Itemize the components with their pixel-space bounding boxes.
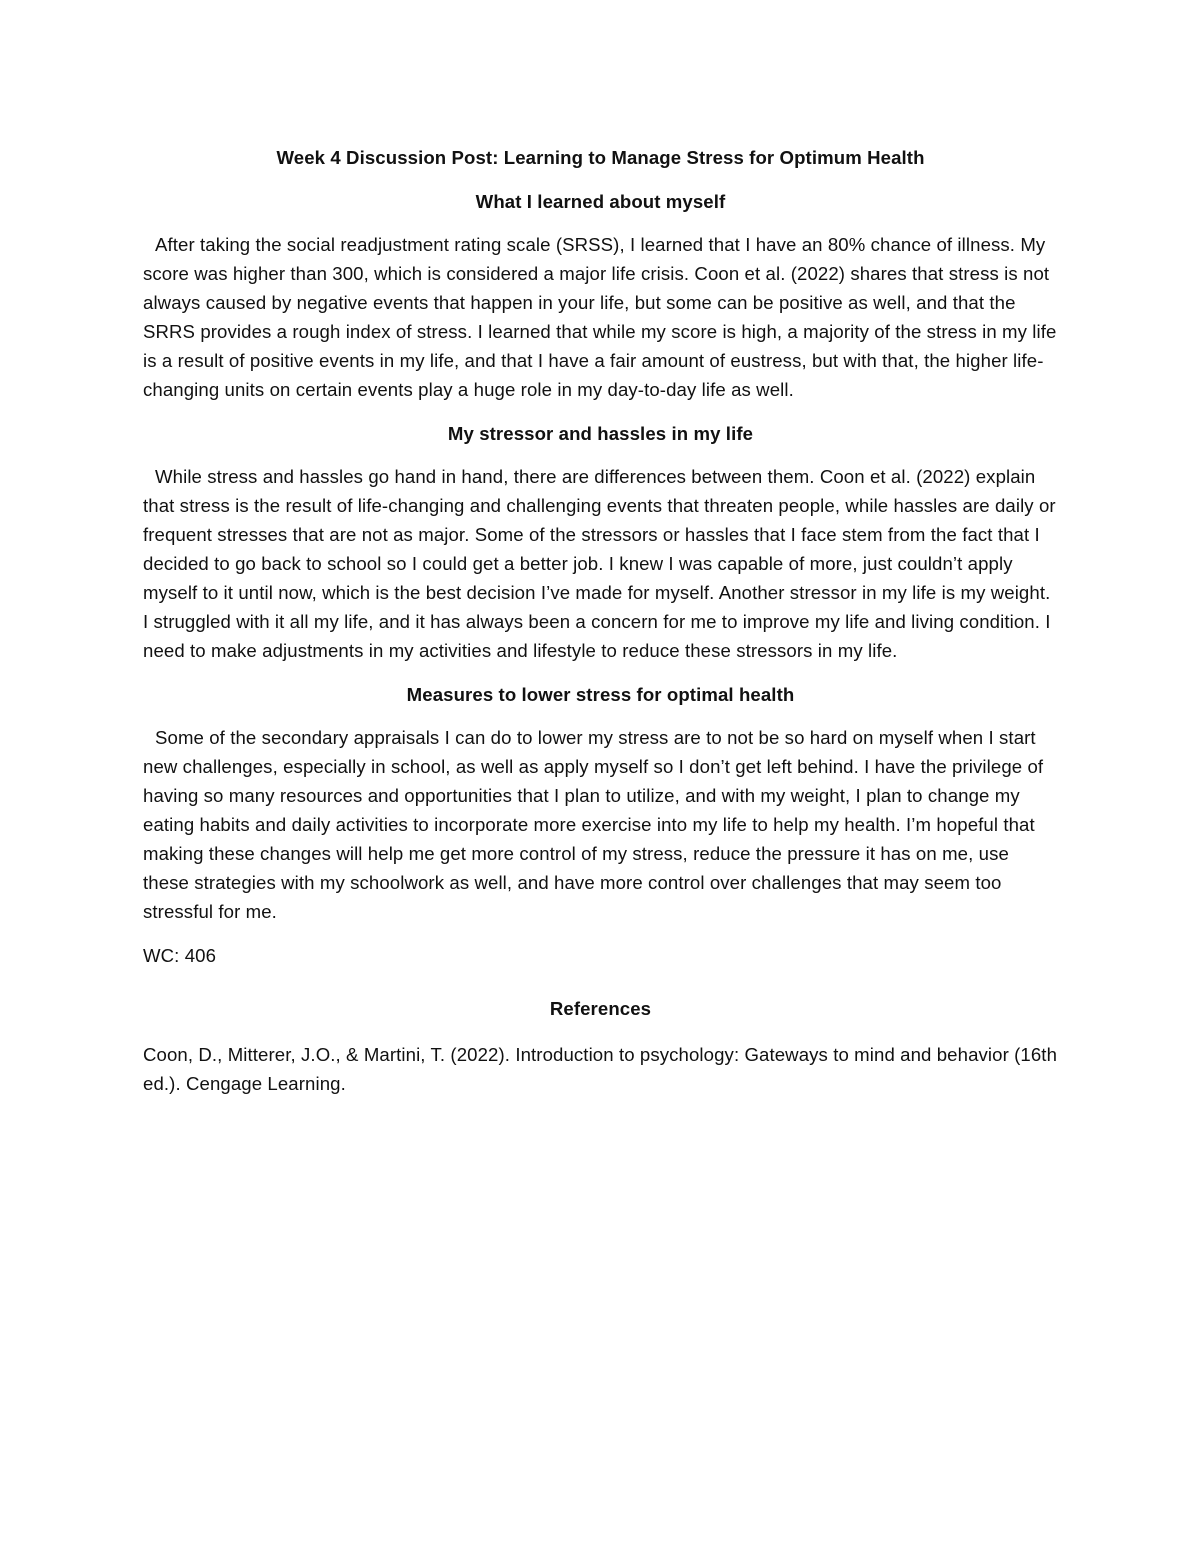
section-paragraph-learned: After taking the social readjustment rating scale (SRSS), I learned that I have an 80% chance of illness. My score was higher than 300, which is considered a major life crisis. Coon et al. (2022) shares that stress is not always caused by negative events that happen in your life, but some can be positive as well, and that the SRRS provides a rough index of stress. I learned that while my score is high, a majority of the stress in my life is a result of positive events in my life, and that I have a fair amount of eustress, but with that, the higher life-changing units on certain events play a huge role in my day-to-day life as well. (143, 234, 1057, 400)
section-heading-learned: What I learned about myself (475, 191, 726, 212)
document-body (143, 143, 1058, 1098)
references-heading: References (549, 998, 652, 1019)
section-heading-stressors: My stressor and hassles in my life (447, 423, 754, 444)
document-title: Week 4 Discussion Post: Learning to Manage Stress for Optimum Health (276, 147, 925, 168)
word-count: WC: 406 (143, 945, 217, 966)
section-paragraph-measures: Some of the secondary appraisals I can do to lower my stress are to not be so hard on myself when I start new challenges, especially in school, as well as apply myself so I don’t get left behind. I have the privilege of having so many resources and opportunities that I plan to utilize, and with my weight, I plan to change my eating habits and daily activities to incorporate more exercise into my life to help my health. I’m hopeful that making these changes will help me get more control of my stress, reduce the pressure it has on me, use these strategies with my schoolwork as well, and have more control over challenges that may seem too stressful for me. (143, 727, 1044, 922)
section-heading-measures: Measures to lower stress for optimal health (406, 684, 795, 705)
section-paragraph-stressors: While stress and hassles go hand in hand, there are differences between them. Coon et al. (2022) explain that stress is the result of life-changing and challenging events that threaten people, while hassles are daily or frequent stresses that are not as major. Some of the stressors or hassles that I face stem from the fact that I decided to go back to school so I could get a better job. I knew I was capable of more, just couldn’t apply myself to it until now, which is the best decision I’ve made for myself. Another stressor in my life is my weight. I struggled with it all my life, and it has always been a concern for me to improve my life and living condition. I need to make adjustments in my activities and lifestyle to reduce these stressors in my life. (143, 466, 1056, 661)
reference-entry: Coon, D., Mitterer, J.O., & Martini, T. (2022). Introduction to psychology: Gateways to mind and behavior (16th ed.). Cengage Learning. (143, 1044, 1058, 1094)
